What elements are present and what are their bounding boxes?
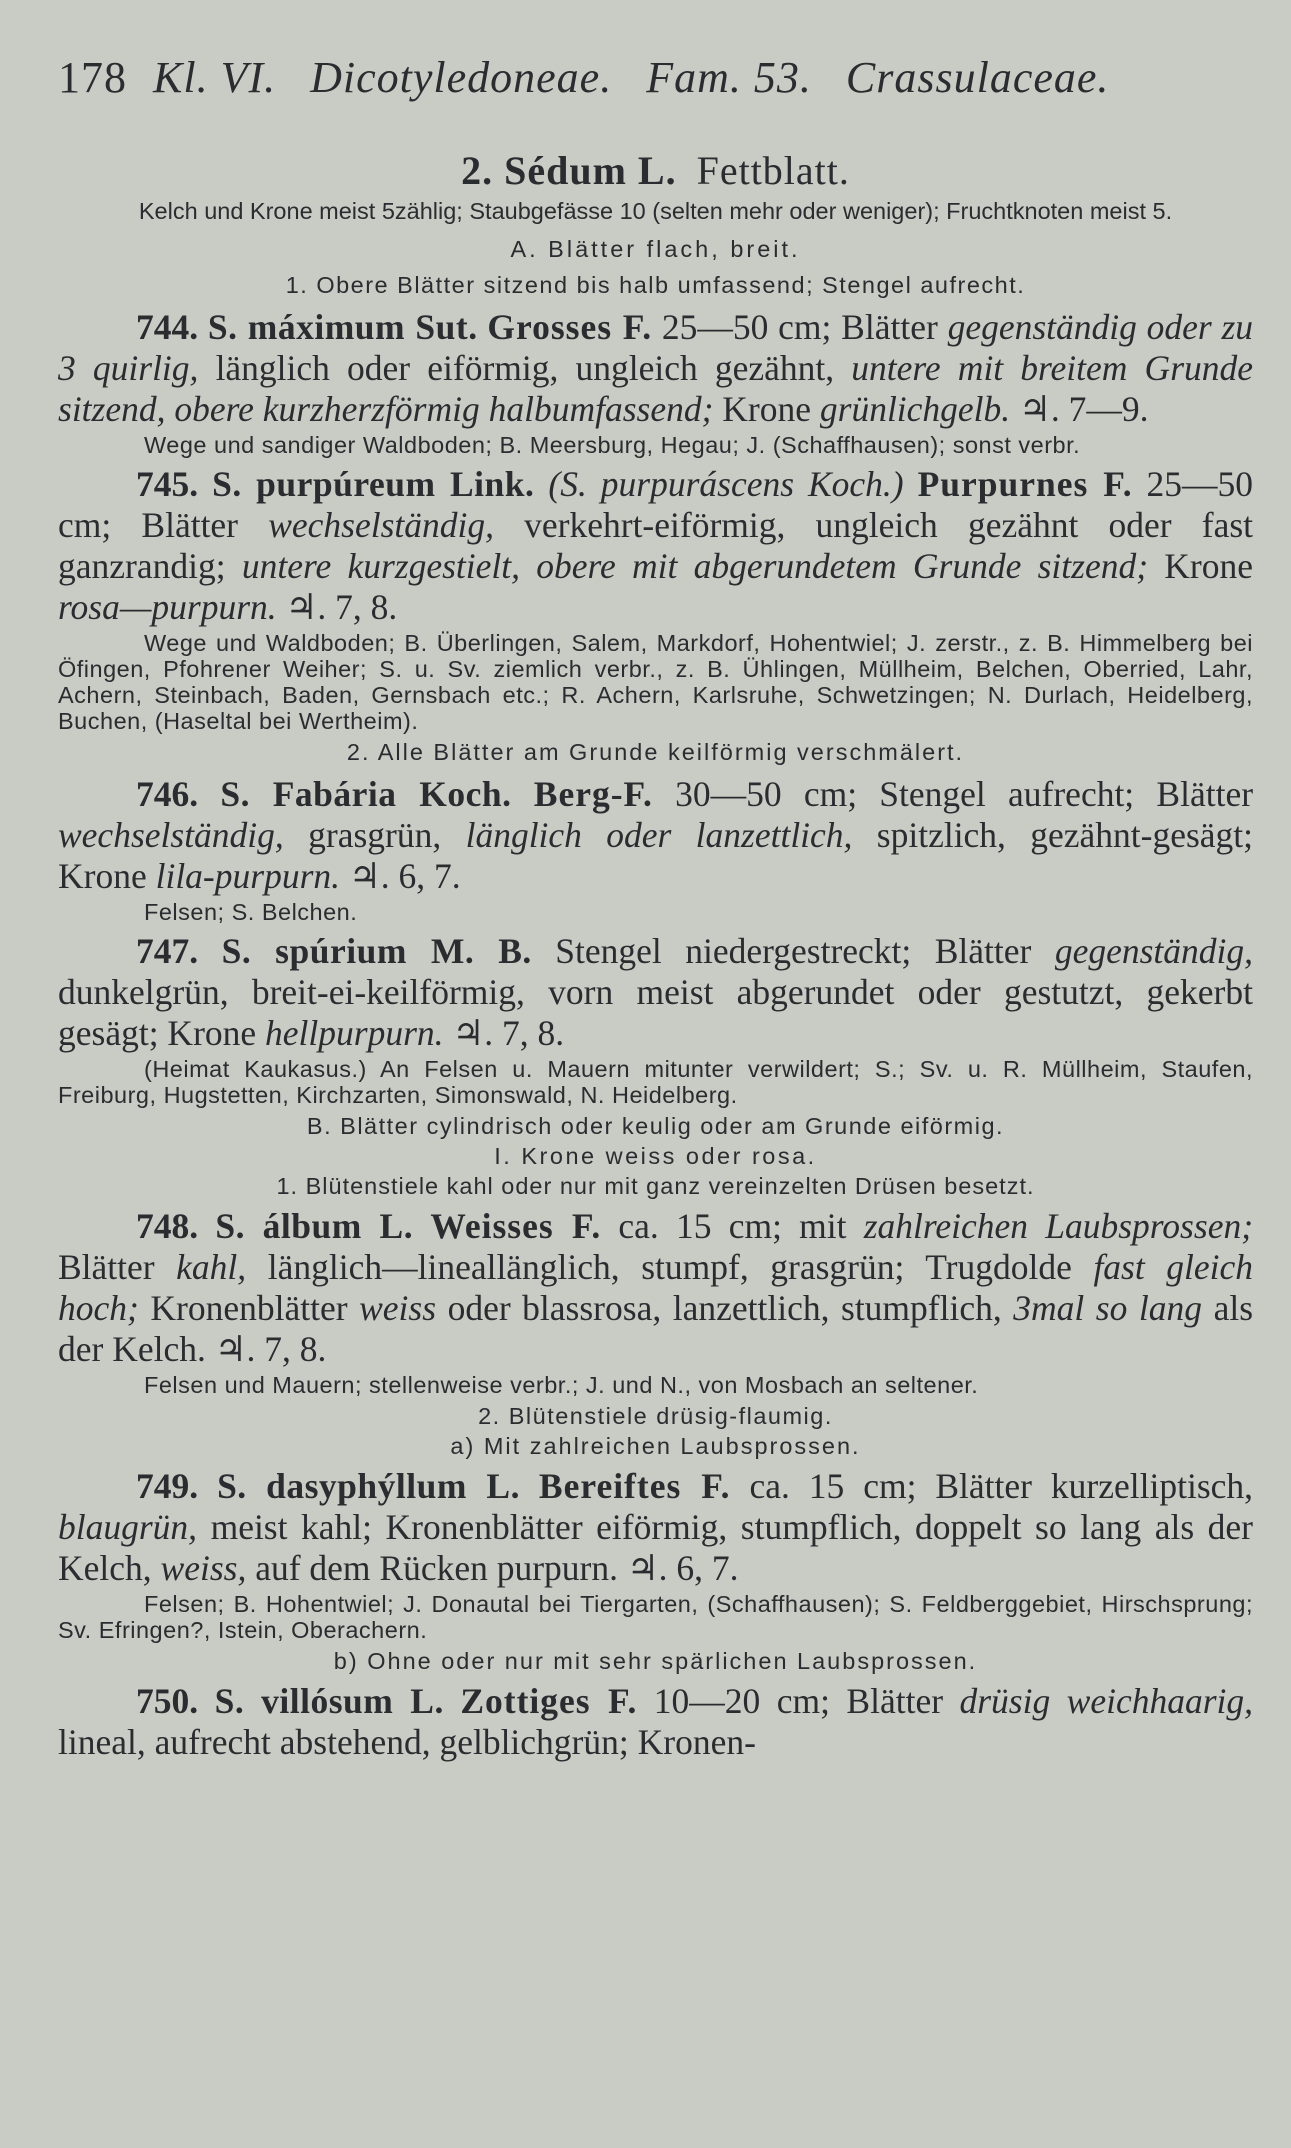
- page-content: [58, 148, 1253, 1765]
- entry-text: lineal, aufrecht abstehend, gelblichgrün; Kronen-: [58, 1722, 756, 1762]
- running-head: [58, 52, 1251, 103]
- header-family: Fam. 53.: [646, 53, 812, 102]
- entry-italic: kahl,: [176, 1247, 247, 1287]
- entry-text: länglich oder eiförmig, ungleich gezähnt,: [215, 348, 835, 388]
- entry-italic: zahlreichen Laubsprossen;: [863, 1206, 1254, 1246]
- key-b-i: [58, 1142, 1253, 1170]
- genus-common-name: Fettblatt.: [696, 148, 850, 193]
- entry-italic: gegenständig oder zu 3 quirlig,: [58, 307, 1254, 388]
- species-name: S. purpúreum Link.: [212, 464, 535, 504]
- entry-747: [58, 931, 1253, 1054]
- german-name: Berg-F.: [533, 774, 653, 814]
- german-name: Weisses F.: [430, 1206, 602, 1246]
- key-b-i-2-a-text: a) Mit zahlreichen Laubsprossen.: [450, 1433, 861, 1459]
- key-a2-text: 2. Alle Blätter am Grunde keilförmig verschmälert.: [346, 739, 965, 765]
- entry-text: verkehrt-eiförmig, ungleich gezähnt oder fast ganzrandig;: [58, 505, 1253, 586]
- entry-italic: 3mal so lang: [1013, 1288, 1203, 1328]
- entry-text: als der Kelch. ♃. 7, 8.: [58, 1288, 1254, 1369]
- entry-italic: wechselständig,: [268, 505, 494, 545]
- flowering-time: ♃. 7, 8.: [452, 1013, 565, 1053]
- key-a1: [58, 271, 1253, 299]
- flowering-time: ♃. 7—9.: [1019, 389, 1149, 429]
- flowering-time: ♃. 6, 7.: [348, 856, 461, 896]
- entry-746-localities: Felsen; S. Belchen.: [144, 899, 358, 925]
- german-name: Purpurnes F.: [917, 464, 1133, 504]
- header-class: Kl. VI.: [153, 53, 277, 102]
- entry-italic: drüsig weichhaarig,: [959, 1681, 1254, 1721]
- page-number: 178: [58, 53, 127, 102]
- header-division: Dicotyledoneae.: [310, 53, 613, 102]
- species-name: S. álbum L.: [215, 1206, 414, 1246]
- entry-text: Blätter: [58, 1247, 155, 1287]
- entry-text: 30—50 cm; Stengel aufrecht; Blätter: [675, 774, 1254, 814]
- entry-italic: blaugrün,: [58, 1507, 198, 1547]
- entry-number: 748.: [136, 1206, 199, 1246]
- entry-italic: wechselständig,: [58, 815, 284, 855]
- key-b-i-1: [58, 1172, 1253, 1200]
- entry-italic: rosa—purpurn.: [58, 587, 277, 627]
- entry-italic: weiss: [359, 1288, 437, 1328]
- entry-text: spitzlich, gezähnt-gesägt; Krone: [58, 815, 1254, 896]
- entry-749-localities: Felsen; B. Hohentwiel; J. Donautal bei Tiergarten, (Schaffhausen); S. Feldberggebiet, Hirschsprung; Sv. Efringen?, Istein, Oberachern.: [58, 1591, 1253, 1643]
- entry-text: Krone: [722, 389, 811, 429]
- key-b-i-2: [58, 1402, 1253, 1430]
- entry-italic: grünlichgelb.: [819, 389, 1011, 429]
- key-b-i-2-text: 2. Blütenstiele drüsig-flaumig.: [478, 1403, 833, 1429]
- species-name: S. villósum L.: [214, 1681, 444, 1721]
- key-a1-text: 1. Obere Blätter sitzend bis halb umfassend; Stengel aufrecht.: [285, 272, 1026, 298]
- entry-italic: hellpurpurn.: [265, 1013, 444, 1053]
- entry-number: 746.: [136, 774, 199, 814]
- entry-text: grasgrün,: [308, 815, 442, 855]
- entry-text: ca. 15 cm; Blätter kurzelliptisch,: [749, 1466, 1254, 1506]
- entry-text: meist kahl; Kronenblätter eiförmig, stumpflich, doppelt so lang als der Kelch,: [58, 1507, 1253, 1588]
- entry-text: Stengel niedergestreckt; Blätter: [555, 931, 1032, 971]
- entry-italic: untere kurzgestielt, obere mit abgerundetem Grunde sitzend;: [241, 546, 1149, 586]
- genus-heading: [58, 148, 1253, 194]
- german-name: Bereiftes F.: [538, 1466, 731, 1506]
- species-name: S. máximum Sut.: [207, 307, 478, 347]
- entry-748: [58, 1206, 1253, 1370]
- entry-text: Kronenblätter: [150, 1288, 348, 1328]
- header-family-name: Crassulaceae.: [845, 53, 1110, 102]
- entry-745-localities: Wege und Waldboden; B. Überlingen, Salem, Markdorf, Hohentwiel; J. zerstr., z. B. Himmelberg bei Öfingen, Pfohrener Weiher; S. u. Sv. ziemlich verbr., z. B. Ühlingen, Müllheim, Belchen, Oberried, Lahr, Achern, Steinbach, Baden, Gernsbach etc.; R. Achern, Karlsruhe, Schwetzingen; N. Durlach, Heidelberg, Buchen, (Haseltal bei Wertheim).: [58, 630, 1253, 734]
- german-name: Zottiges F.: [460, 1681, 638, 1721]
- entry-italic: gegenständig,: [1054, 931, 1253, 971]
- entry-text: auf dem Rücken purpurn. ♃. 6, 7.: [255, 1548, 739, 1588]
- key-a2: [58, 738, 1253, 766]
- key-b-text: B. Blätter cylindrisch oder keulig oder am Grunde eiförmig.: [306, 1113, 1005, 1139]
- entry-750: [58, 1681, 1253, 1763]
- entry-text: Krone: [1164, 546, 1254, 586]
- key-b: [58, 1112, 1253, 1140]
- species-name: S. Fabária Koch.: [220, 774, 512, 814]
- key-b-i-2-b-text: b) Ohne oder nur mit sehr spärlichen Laubsprossen.: [333, 1648, 978, 1674]
- entry-text: 25—50 cm; Blätter: [661, 307, 938, 347]
- entry-text: 25—50 cm; Blätter: [58, 464, 1254, 545]
- entry-746: [58, 774, 1253, 897]
- genus-description: Kelch und Krone meist 5zählig; Staubgefässe 10 (selten mehr oder weniger); Fruchtknoten meist 5.: [138, 198, 1173, 224]
- key-b-i-2-a: [58, 1432, 1253, 1460]
- german-name: Grosses F.: [487, 307, 653, 347]
- entry-text: dunkelgrün, breit-ei-keilförmig, vorn meist abgerundet oder gestutzt, gekerbt gesägt; Krone: [58, 972, 1253, 1053]
- entry-745: [58, 464, 1253, 628]
- entry-italic: weiss,: [160, 1548, 247, 1588]
- entry-number: 749.: [136, 1466, 199, 1506]
- key-b-i-1-text: 1. Blütenstiele kahl oder nur mit ganz vereinzelten Drüsen besetzt.: [276, 1173, 1035, 1199]
- entry-italic: untere mit breitem Grunde sitzend, obere kurzherzförmig halbumfassend;: [58, 348, 1254, 429]
- entry-749: [58, 1466, 1253, 1589]
- flowering-time: ♃. 7, 8.: [285, 587, 398, 627]
- species-name: S. dasyphýllum L.: [217, 1466, 520, 1506]
- entry-italic: lila-purpurn.: [155, 856, 341, 896]
- key-b-i-2-b: [58, 1647, 1253, 1675]
- entry-italic: länglich oder lanzettlich,: [465, 815, 853, 855]
- entry-text: ca. 15 cm; mit: [618, 1206, 847, 1246]
- entry-744-localities: Wege und sandiger Waldboden; B. Meersburg, Hegau; J. (Schaffhausen); sonst verbr.: [144, 432, 1081, 458]
- entry-number: 750.: [136, 1681, 199, 1721]
- entry-text: 10—20 cm; Blätter: [653, 1681, 944, 1721]
- key-a: [58, 235, 1253, 263]
- species-name: S. spúrium M. B.: [221, 931, 532, 971]
- synonym: (S. purpuráscens Koch.): [548, 464, 904, 504]
- entry-number: 745.: [136, 464, 199, 504]
- entry-italic: fast gleich hoch;: [58, 1247, 1254, 1328]
- entry-744: [58, 307, 1253, 430]
- genus-title: 2. Sédum L.: [461, 148, 677, 193]
- entry-number: 744.: [136, 307, 199, 347]
- entry-747-localities: (Heimat Kaukasus.) An Felsen u. Mauern mitunter verwildert; S.; Sv. u. R. Müllheim, Staufen, Freiburg, Hugstetten, Kirchzarten, Simonswald, N. Heidelberg.: [58, 1056, 1253, 1108]
- entry-number: 747.: [136, 931, 199, 971]
- entry-text: oder blassrosa, lanzettlich, stumpflich,: [447, 1288, 1002, 1328]
- key-a-text: A. Blätter flach, breit.: [510, 236, 801, 262]
- entry-748-localities: Felsen und Mauern; stellenweise verbr.; J. und N., von Mosbach an seltener.: [144, 1372, 979, 1398]
- entry-text: länglich—lineallänglich, stumpf, grasgrün; Trugdolde: [267, 1247, 1072, 1287]
- key-b-i-text: I. Krone weiss oder rosa.: [494, 1143, 817, 1169]
